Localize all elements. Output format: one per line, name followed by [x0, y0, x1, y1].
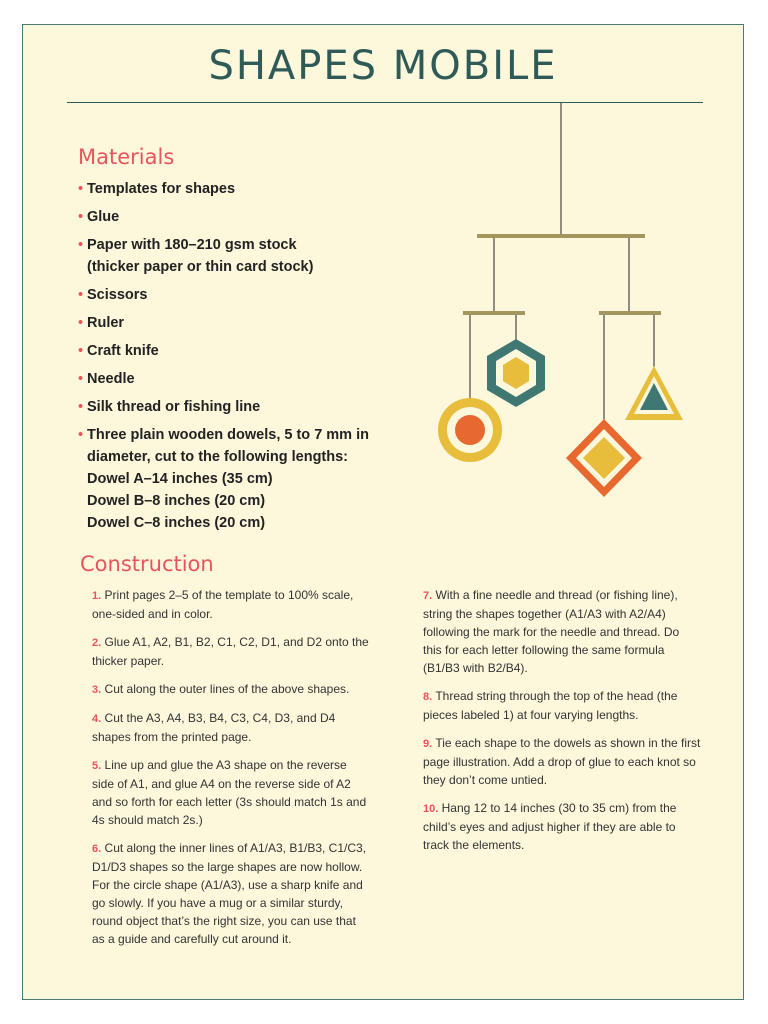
- materials-heading: Materials: [78, 145, 175, 169]
- step-item: 9. Tie each shape to the dowels as shown in the first page illustration. Add a drop of glue to each knot so they don’t come untied.: [423, 736, 701, 787]
- material-item: • Three plain wooden dowels, 5 to 7 mm in diameter, cut to the following lengths: Dowel A–14 inches (35 cm) Dowel B–8 inches (20 cm) Dowel C–8 inches (20 cm): [78, 424, 398, 534]
- page-title: SHAPES MOBILE: [208, 43, 558, 89]
- material-item: • Templates for shapes: [78, 178, 398, 200]
- step-item: 7. With a fine needle and thread (or fishing line), string the shapes together (A1/A3 with A2/A4) following the mark for the needle and thread. Do this for each letter following the same formula (B1/B3 with B2/B4).: [423, 588, 680, 675]
- triangle-shape: [625, 366, 683, 420]
- step-item: 5. Line up and glue the A3 shape on the reverse side of A1, and glue A4 on the reverse side of A2 and so forth for each letter (3s should match 1s and 4s should match 2s.): [92, 758, 367, 827]
- recipe-page: [22, 24, 744, 1000]
- material-item: • Paper with 180–210 gsm stock (thicker paper or thin card stock): [78, 234, 398, 278]
- hexagon-shape: [487, 339, 545, 407]
- shapes-mobile-illustration: [423, 103, 713, 498]
- dowel-b: [463, 311, 525, 315]
- material-item: • Glue: [78, 206, 398, 228]
- circle-shape: [438, 398, 502, 462]
- material-item: • Craft knife: [78, 340, 398, 362]
- step-item: 2. Glue A1, A2, B1, B2, C1, C2, D1, and D2 onto the thicker paper.: [92, 635, 369, 668]
- mobile-dowels: [463, 234, 661, 315]
- construction-steps-left: [80, 586, 370, 958]
- step-item: 1. Print pages 2–5 of the template to 100% scale, one-sided and in color.: [92, 588, 354, 621]
- material-item: • Silk thread or fishing line: [78, 396, 398, 418]
- step-item: 8. Thread string through the top of the head (the pieces labeled 1) at four varying lengths.: [423, 689, 678, 722]
- material-item: • Scissors: [78, 284, 398, 306]
- materials-list: [78, 178, 398, 540]
- dowel-c: [599, 311, 661, 315]
- material-item: • Needle: [78, 368, 398, 390]
- construction-heading: Construction: [80, 552, 214, 576]
- diamond-shape: [566, 419, 642, 497]
- dowel-a: [477, 234, 645, 238]
- material-item: • Ruler: [78, 312, 398, 334]
- step-item: 6. Cut along the inner lines of A1/A3, B1/B3, C1/C3, D1/D3 shapes so the large shapes are now hollow. For the circle shape (A1/A3), use a sharp knife and go slowly. If you have a mug or a similar sturdy, round object that’s the right size, you can use that as a guide and carefully cut around it.: [92, 841, 367, 946]
- step-item: 4. Cut the A3, A4, B3, B4, C3, C4, D3, and D4 shapes from the printed page.: [92, 711, 336, 744]
- construction-steps-right: [411, 586, 701, 864]
- step-item: 3. Cut along the outer lines of the above shapes.: [92, 682, 350, 696]
- step-item: 10. Hang 12 to 14 inches (30 to 35 cm) from the child’s eyes and adjust higher if they are able to track the elements.: [423, 801, 677, 852]
